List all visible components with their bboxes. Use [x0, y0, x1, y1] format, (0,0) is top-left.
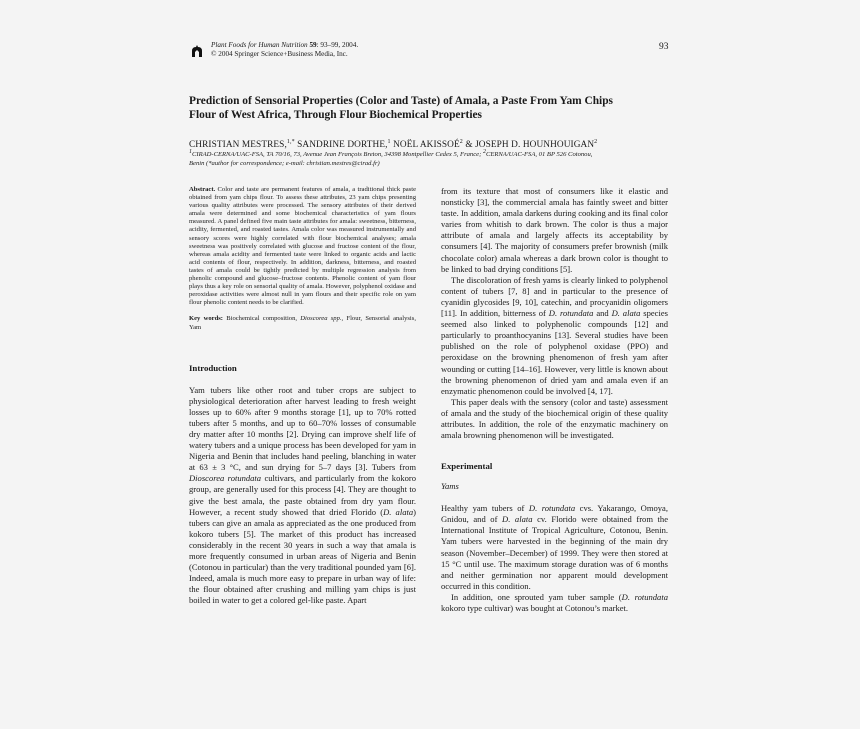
paragraph: Healthy yam tubers of D. rotundata cvs. Yakarango, Omoya, Gnidou, and of D. alata cv. Florido were obtained from the International Institute of Tropical Agriculture, Cotonou, Benin. Yam tubers were harvested in the beginning of the main dry season (November–December) of 1999. They were then stored at 15 °C until use. The maximum storage duration was of 6 months and neither germination nor apparent mould development occurred in this condition.	[441, 503, 669, 591]
paragraph: In addition, one sprouted yam tuber sample (D. rotundata kokoro type cultivar) was bought at Cotonou’s market.	[441, 591, 668, 613]
paragraph: This paper deals with the sensory (color and taste) assessment of amala and the study of the biochemical origin of these quality attributes. In addition, the role of the enzymatic machinery on amala browning phenomenon will be investigated.	[441, 396, 668, 441]
keywords: Key words: Biochemical composition, Dioscorea spp., Flour, Sensorial analysis, Yam	[189, 315, 416, 331]
author-list: CHRISTIAN MESTRES,$^{1,*}$ SANDRINE DORTHE,$^1$ NOËL AKISSOÉ$^2$ & JOSEPH D. HOUNHOUIGAN$^2$	[189, 139, 598, 151]
experimental-heading: Experimental	[441, 461, 493, 472]
introduction-paragraph: Yam tubers like other root and tuber crops are subject to physiological deterioration after harvest leading to fresh weight losses up to 60% after 9 months storage [1], up to 70% rotted tubers after 5 months, and up to 60–70% losses of consumable dry matter after 10 months [2]. Drying can improve shelf life of watery tubers and a unique process has been developed for yam in Nigeria and Benin that includes hand peeling, blanching in water at 63 ± 3 °C, and sun drying for 5–7 days [3]. Tubers from Dioscorea rotundata cultivars, and particularly from the kokoro group, are generally used for this process [4]. They are thought to give the best amala, the paste obtained from dry yam flour. However, a recent study showed that dried Florido (D. alata) tubers can give an amala as appreciated as the one produced from kokoro tubers [5]. The market of this product has increased considerably in the recent 30 years in such a way that amala is more frequently consumed in urban areas of Nigeria and Benin (Cotonou in particular) than the very traditional pounded yam [6]. Indeed, amala is much more easy to prepare in urban way of life: the flour obtained after crushing and milling yam chips is just boiled in water to get a colored gel-like paste. Apart	[189, 384, 417, 606]
right-column	[441, 186, 668, 614]
affiliations: $^1$CIRAD-CERNA/UAC-FSA, TA 70/16, 73, Avenue Jean François Breton, 34398 Montpellier Cedex 5, France; $^2$CERNA/UAC-FSA, 01 BP 526 Cotonou, Benin (*author for correspondence; e-mail: christian.mestres@cirad.fr)	[189, 149, 593, 168]
paragraph: from its texture that most of consumers like it elastic and nonsticky [3], the commercial amala has faintly sweet and bitter taste. In addition, amala darkens during cooking and its final color varies from whitish to dark brown. The color is thus a major attribute of amala and largely affects its acceptability by consumers [4]. The majority of consumers prefer brownish (milk chocolate color) amala whereas a dark brown color is thought to be linked to bad drying conditions [5].	[441, 186, 668, 274]
abstract: Abstract. Color and taste are permanent features of amala, a traditional thick paste obtained from yam chips flour. To assess these attributes, 23 yam chips presenting various quality attributes were processed. The sensory attributes of their derived amala were determined and some biochemical characteristics of yam flours measured. A panel defined five main taste attributes for amala: sweetness, bitterness, acidity, fermented, and roasted tastes. Amala color was measured instrumentally and sensory scores were highly correlated with flour biochemical analyses; amala sweetness was positively correlated with glucose and fructose content of the flour, whereas amala acidity and fermented taste were linked to organic acids and lactic acid contents of flour, respectively. In addition, darkness, bitterness, and roasted tastes of amala could be tightly predicted by multiple regression analysis from phenolic compound and glucose–fructose contents. Phenolic content of yam flour plays thus a key role on sensorial quality of amala. However, polyphenol oxidase and peroxidase activities were almost null in yam flours and their specific role on yam flour phenolic content needs to be clarified.	[189, 186, 416, 307]
yams-subheading: Yams	[441, 481, 459, 492]
introduction-heading: Introduction	[189, 362, 237, 373]
page-number: 93	[659, 42, 669, 52]
journal-citation: Plant Foods for Human Nutrition 59: 93–99, 2004. © 2004 Springer Science+Business Media, Inc.	[211, 41, 359, 58]
springer-logo-icon	[189, 43, 205, 59]
article-title: Prediction of Sensorial Properties (Color and Taste) of Amala, a Paste From Yam Chips Flour of West Africa, Through Flour Biochemical Properties	[189, 95, 613, 121]
left-column	[189, 186, 416, 606]
paragraph: The discoloration of fresh yams is clearly linked to polyphenol content of tubers [7, 8] and in particular to the presence of cyanidin glycosides [9, 10], catechin, and procyanidin oligomers [11]. In addition, bitterness of D. rotundata and D. alata species seemed also linked to polyphenolic compounds [12] and particularly to proanthocyanins [13]. Several studies have been published on the role of polyphenol oxidase (PPO) and peroxidase on the browning phenomenon of fresh yam after wounding or cutting [14–16]. However, very little is known about the browning phenomenon of dried yam and amala even if an enzymatic phenomenon could be involved [4, 17].	[441, 274, 668, 396]
